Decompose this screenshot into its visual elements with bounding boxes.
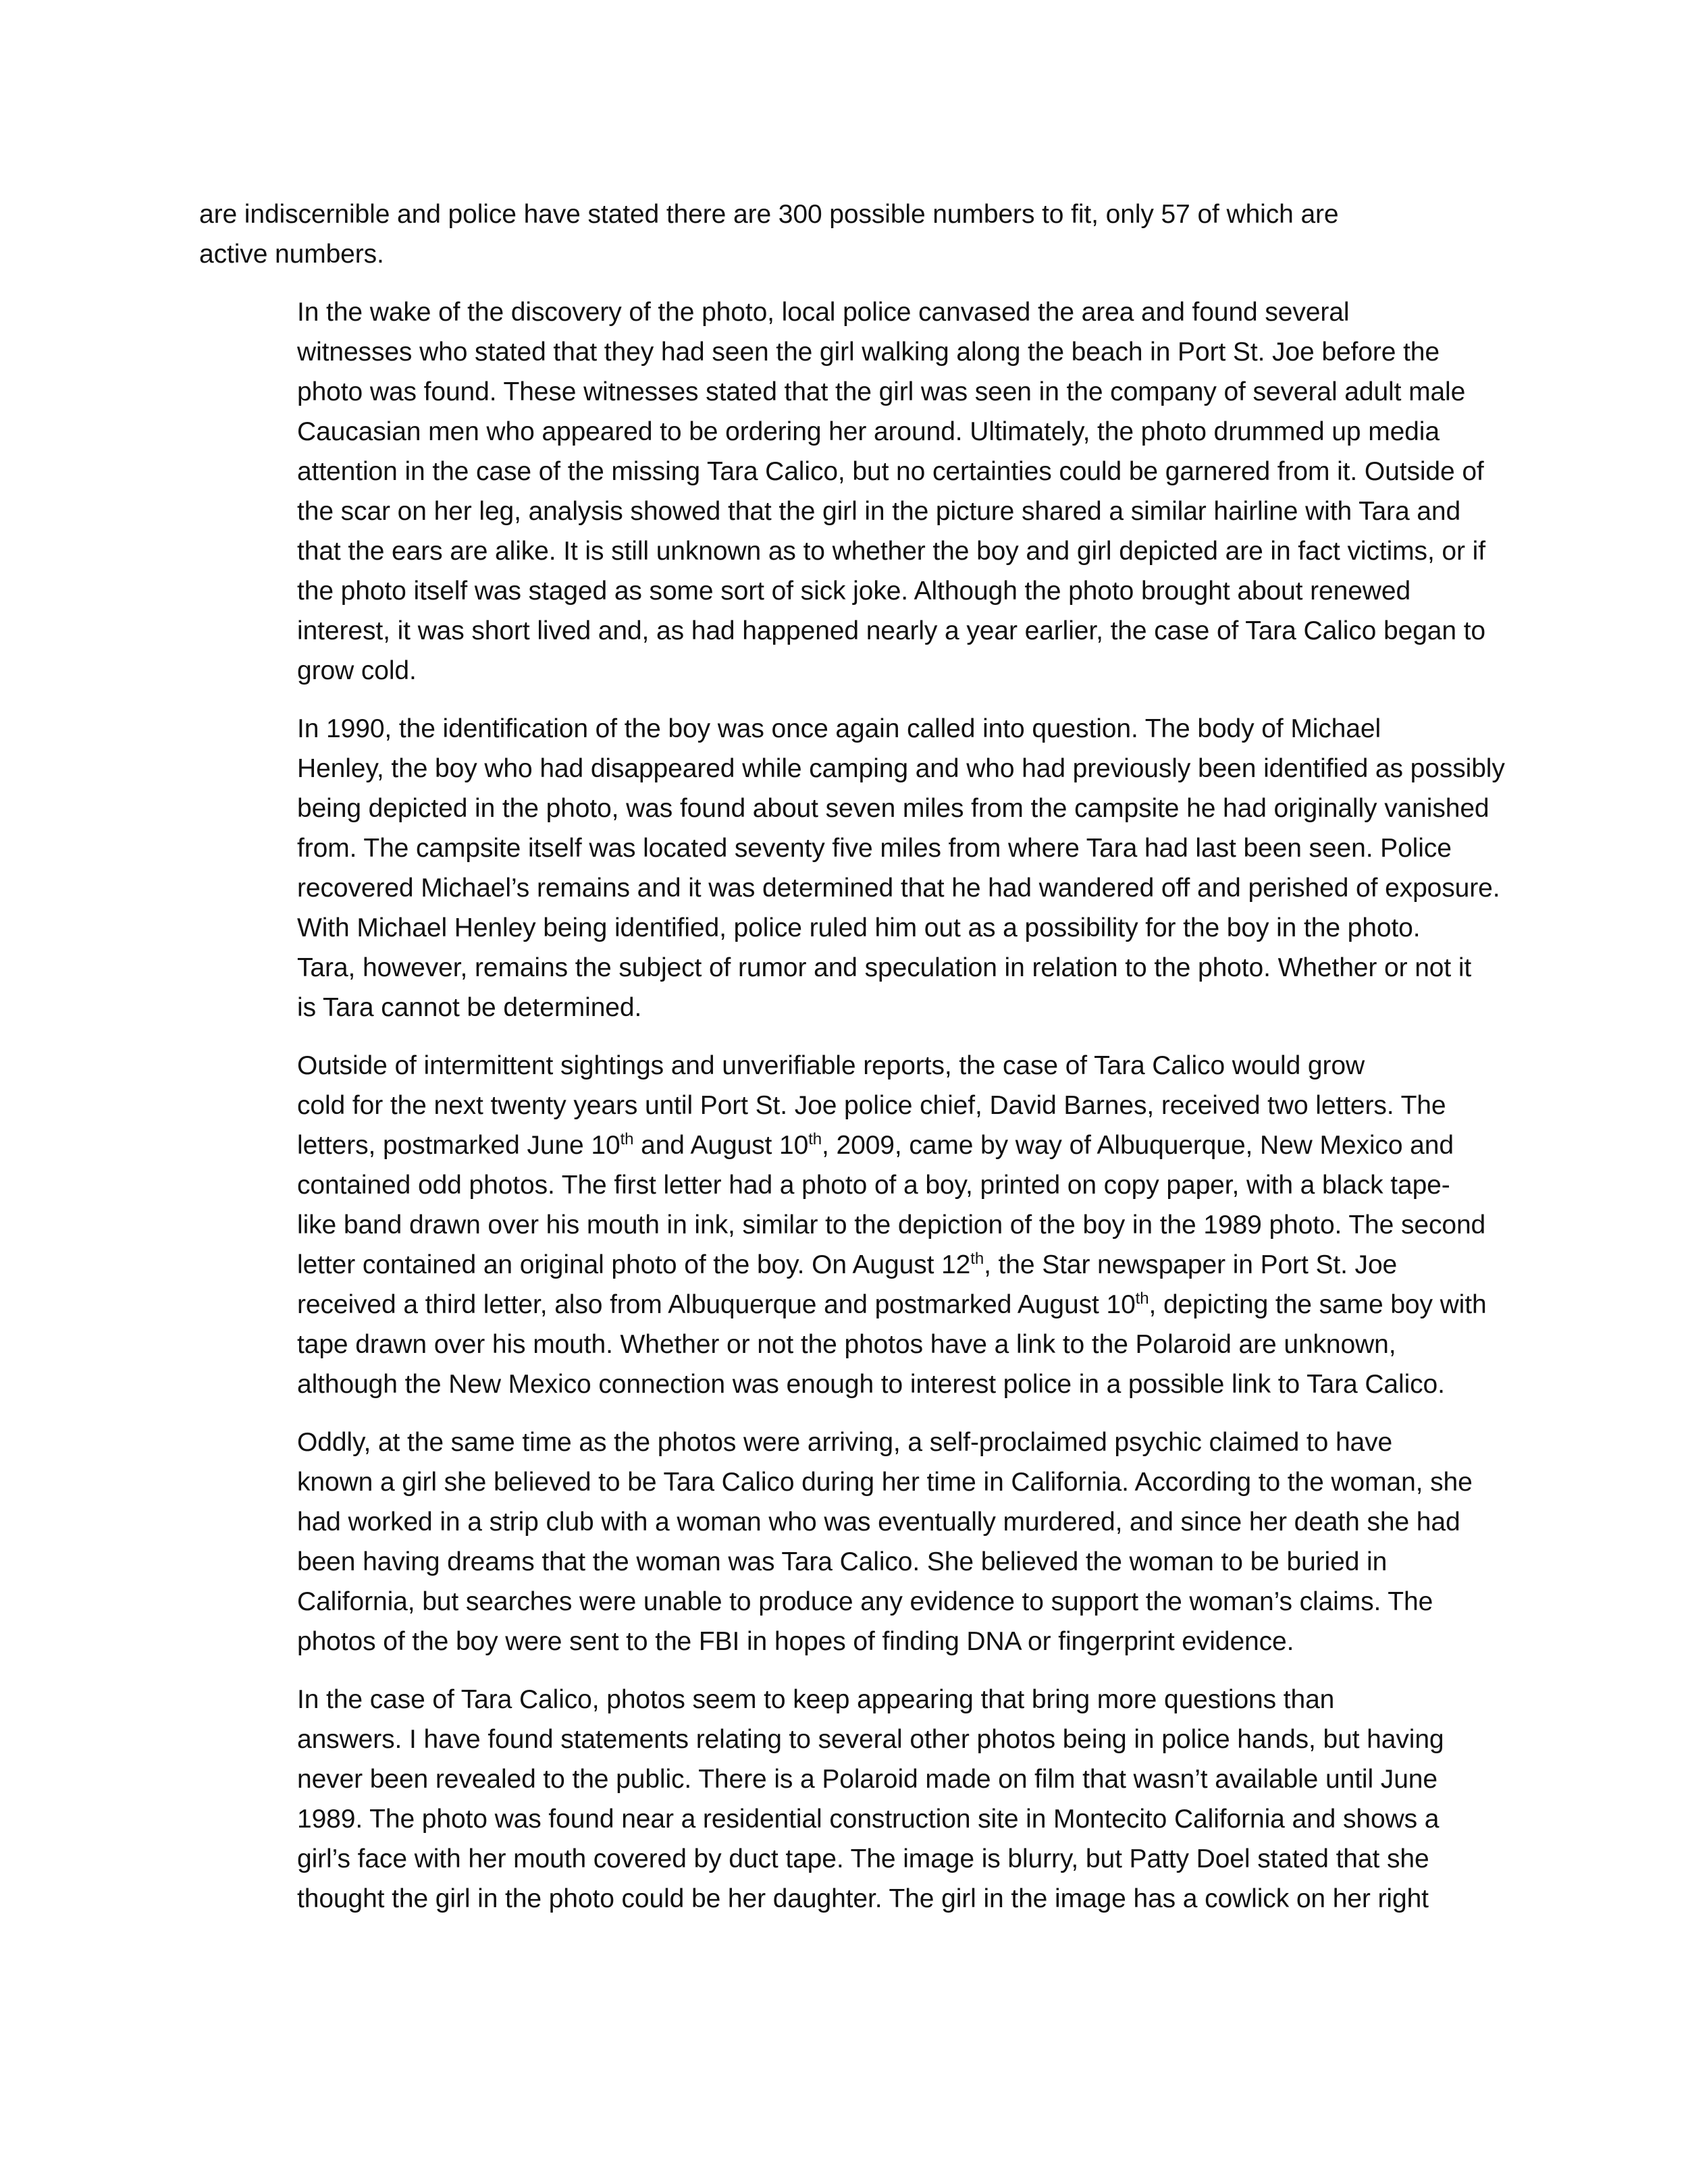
text-line: that the ears are alike. It is still unknown as to whether the boy and girl depicted are in fact victims, or if xyxy=(297,537,1485,566)
paragraph xyxy=(199,1680,1489,1919)
text-line: photos of the boy were sent to the FBI in hopes of finding DNA or fingerprint evidence. xyxy=(297,1627,1294,1656)
text-segment: and August 10 xyxy=(633,1131,809,1160)
text-segment: received a third letter, also from Albuquerque and postmarked August 10 xyxy=(297,1290,1136,1319)
text-line: witnesses who stated that they had seen the girl walking along the beach in Port St. Joe before the xyxy=(297,338,1440,367)
text-segment: , depicting the same boy with xyxy=(1149,1290,1487,1319)
text-line: With Michael Henley being identified, police ruled him out as a possibility for the boy in the photo. xyxy=(297,913,1421,942)
text-line: In the wake of the discovery of the photo, local police canvased the area and found several xyxy=(297,298,1350,327)
text-line: tape drawn over his mouth. Whether or not the photos have a link to the Polaroid are unknown, xyxy=(297,1330,1396,1359)
text-line: contained odd photos. The first letter had a photo of a boy, printed on copy paper, with a black tape- xyxy=(297,1171,1450,1200)
text-line: thought the girl in the photo could be her daughter. The girl in the image has a cowlick on her right xyxy=(297,1884,1429,1913)
text-line: Tara, however, remains the subject of rumor and speculation in relation to the photo. Whether or not it xyxy=(297,953,1472,982)
text-line: known a girl she believed to be Tara Calico during her time in California. According to the woman, she xyxy=(297,1468,1473,1497)
paragraph xyxy=(199,709,1505,1028)
text-line xyxy=(199,1125,1489,1165)
text-line: recovered Michael’s remains and it was determined that he had wandered off and perished of exposure. xyxy=(297,874,1500,903)
paragraph xyxy=(199,194,1489,274)
text-line: the scar on her leg, analysis showed that the girl in the picture shared a similar hairline with Tara and xyxy=(297,497,1461,526)
text-segment: , the Star newspaper in Port St. Joe xyxy=(984,1250,1398,1279)
text-line: In the case of Tara Calico, photos seem to keep appearing that bring more questions than xyxy=(297,1685,1335,1714)
text-line: like band drawn over his mouth in ink, similar to the depiction of the boy in the 1989 photo. The second xyxy=(297,1210,1486,1240)
text-line: had worked in a strip club with a woman who was eventually murdered, and since her death she had xyxy=(297,1508,1460,1537)
text-line: the photo itself was staged as some sort of sick joke. Although the photo brought about renewed xyxy=(297,577,1411,606)
text-line: Henley, the boy who had disappeared while camping and who had previously been identified as possibly xyxy=(297,754,1505,783)
text-line: California, but searches were unable to produce any evidence to support the woman’s claims. The xyxy=(297,1587,1433,1616)
text-line: never been revealed to the public. There is a Polaroid made on film that wasn’t available until June xyxy=(297,1765,1438,1794)
paragraph xyxy=(199,1046,1489,1404)
text-line: being depicted in the photo, was found about seven miles from the campsite he had originally vanished xyxy=(297,794,1489,823)
body-text xyxy=(199,194,1505,1937)
text-line: been having dreams that the woman was Tara Calico. She believed the woman to be buried in xyxy=(297,1547,1388,1576)
text-line: active numbers. xyxy=(199,240,384,269)
text-line: grow cold. xyxy=(297,656,417,685)
text-line: are indiscernible and police have stated there are 300 possible numbers to fit, only 57 of which are xyxy=(199,200,1339,229)
text-line xyxy=(199,1285,1489,1325)
text-line: is Tara cannot be determined. xyxy=(297,993,642,1022)
text-segment: letter contained an original photo of the boy. On August 12 xyxy=(297,1250,971,1279)
text-segment: , 2009, came by way of Albuquerque, New Mexico and xyxy=(822,1131,1454,1160)
paragraph xyxy=(199,1422,1489,1661)
ordinal-superscript: th xyxy=(970,1250,984,1268)
text-segment: letters, postmarked June 10 xyxy=(297,1131,621,1160)
text-line: girl’s face with her mouth covered by duct tape. The image is blurry, but Patty Doel stated that she xyxy=(297,1844,1429,1873)
text-line xyxy=(199,1245,1489,1285)
paragraph xyxy=(199,292,1489,691)
text-line: In 1990, the identification of the boy was once again called into question. The body of Michael xyxy=(297,714,1381,743)
ordinal-superscript: th xyxy=(620,1130,634,1148)
text-line: Caucasian men who appeared to be ordering her around. Ultimately, the photo drummed up media xyxy=(297,417,1440,446)
ordinal-superscript: th xyxy=(808,1130,822,1148)
text-line: cold for the next twenty years until Port St. Joe police chief, David Barnes, received two letters. The xyxy=(297,1091,1446,1120)
ordinal-superscript: th xyxy=(1135,1289,1149,1308)
text-line: Outside of intermittent sightings and unverifiable reports, the case of Tara Calico would grow xyxy=(297,1051,1365,1080)
text-line: from. The campsite itself was located seventy five miles from where Tara had last been seen. Police xyxy=(297,834,1452,863)
text-line: answers. I have found statements relating to several other photos being in police hands, but having xyxy=(297,1725,1444,1754)
text-line: 1989. The photo was found near a residential construction site in Montecito California and shows a xyxy=(297,1805,1440,1834)
text-line: attention in the case of the missing Tara Calico, but no certainties could be garnered from it. Outside of xyxy=(297,457,1484,486)
text-line: although the New Mexico connection was enough to interest police in a possible link to Tara Calico. xyxy=(297,1370,1445,1399)
text-line: interest, it was short lived and, as had happened nearly a year earlier, the case of Tara Calico began to xyxy=(297,616,1486,645)
text-line: photo was found. These witnesses stated that the girl was seen in the company of several adult male xyxy=(297,377,1466,406)
text-line: Oddly, at the same time as the photos were arriving, a self-proclaimed psychic claimed to have xyxy=(297,1428,1393,1457)
